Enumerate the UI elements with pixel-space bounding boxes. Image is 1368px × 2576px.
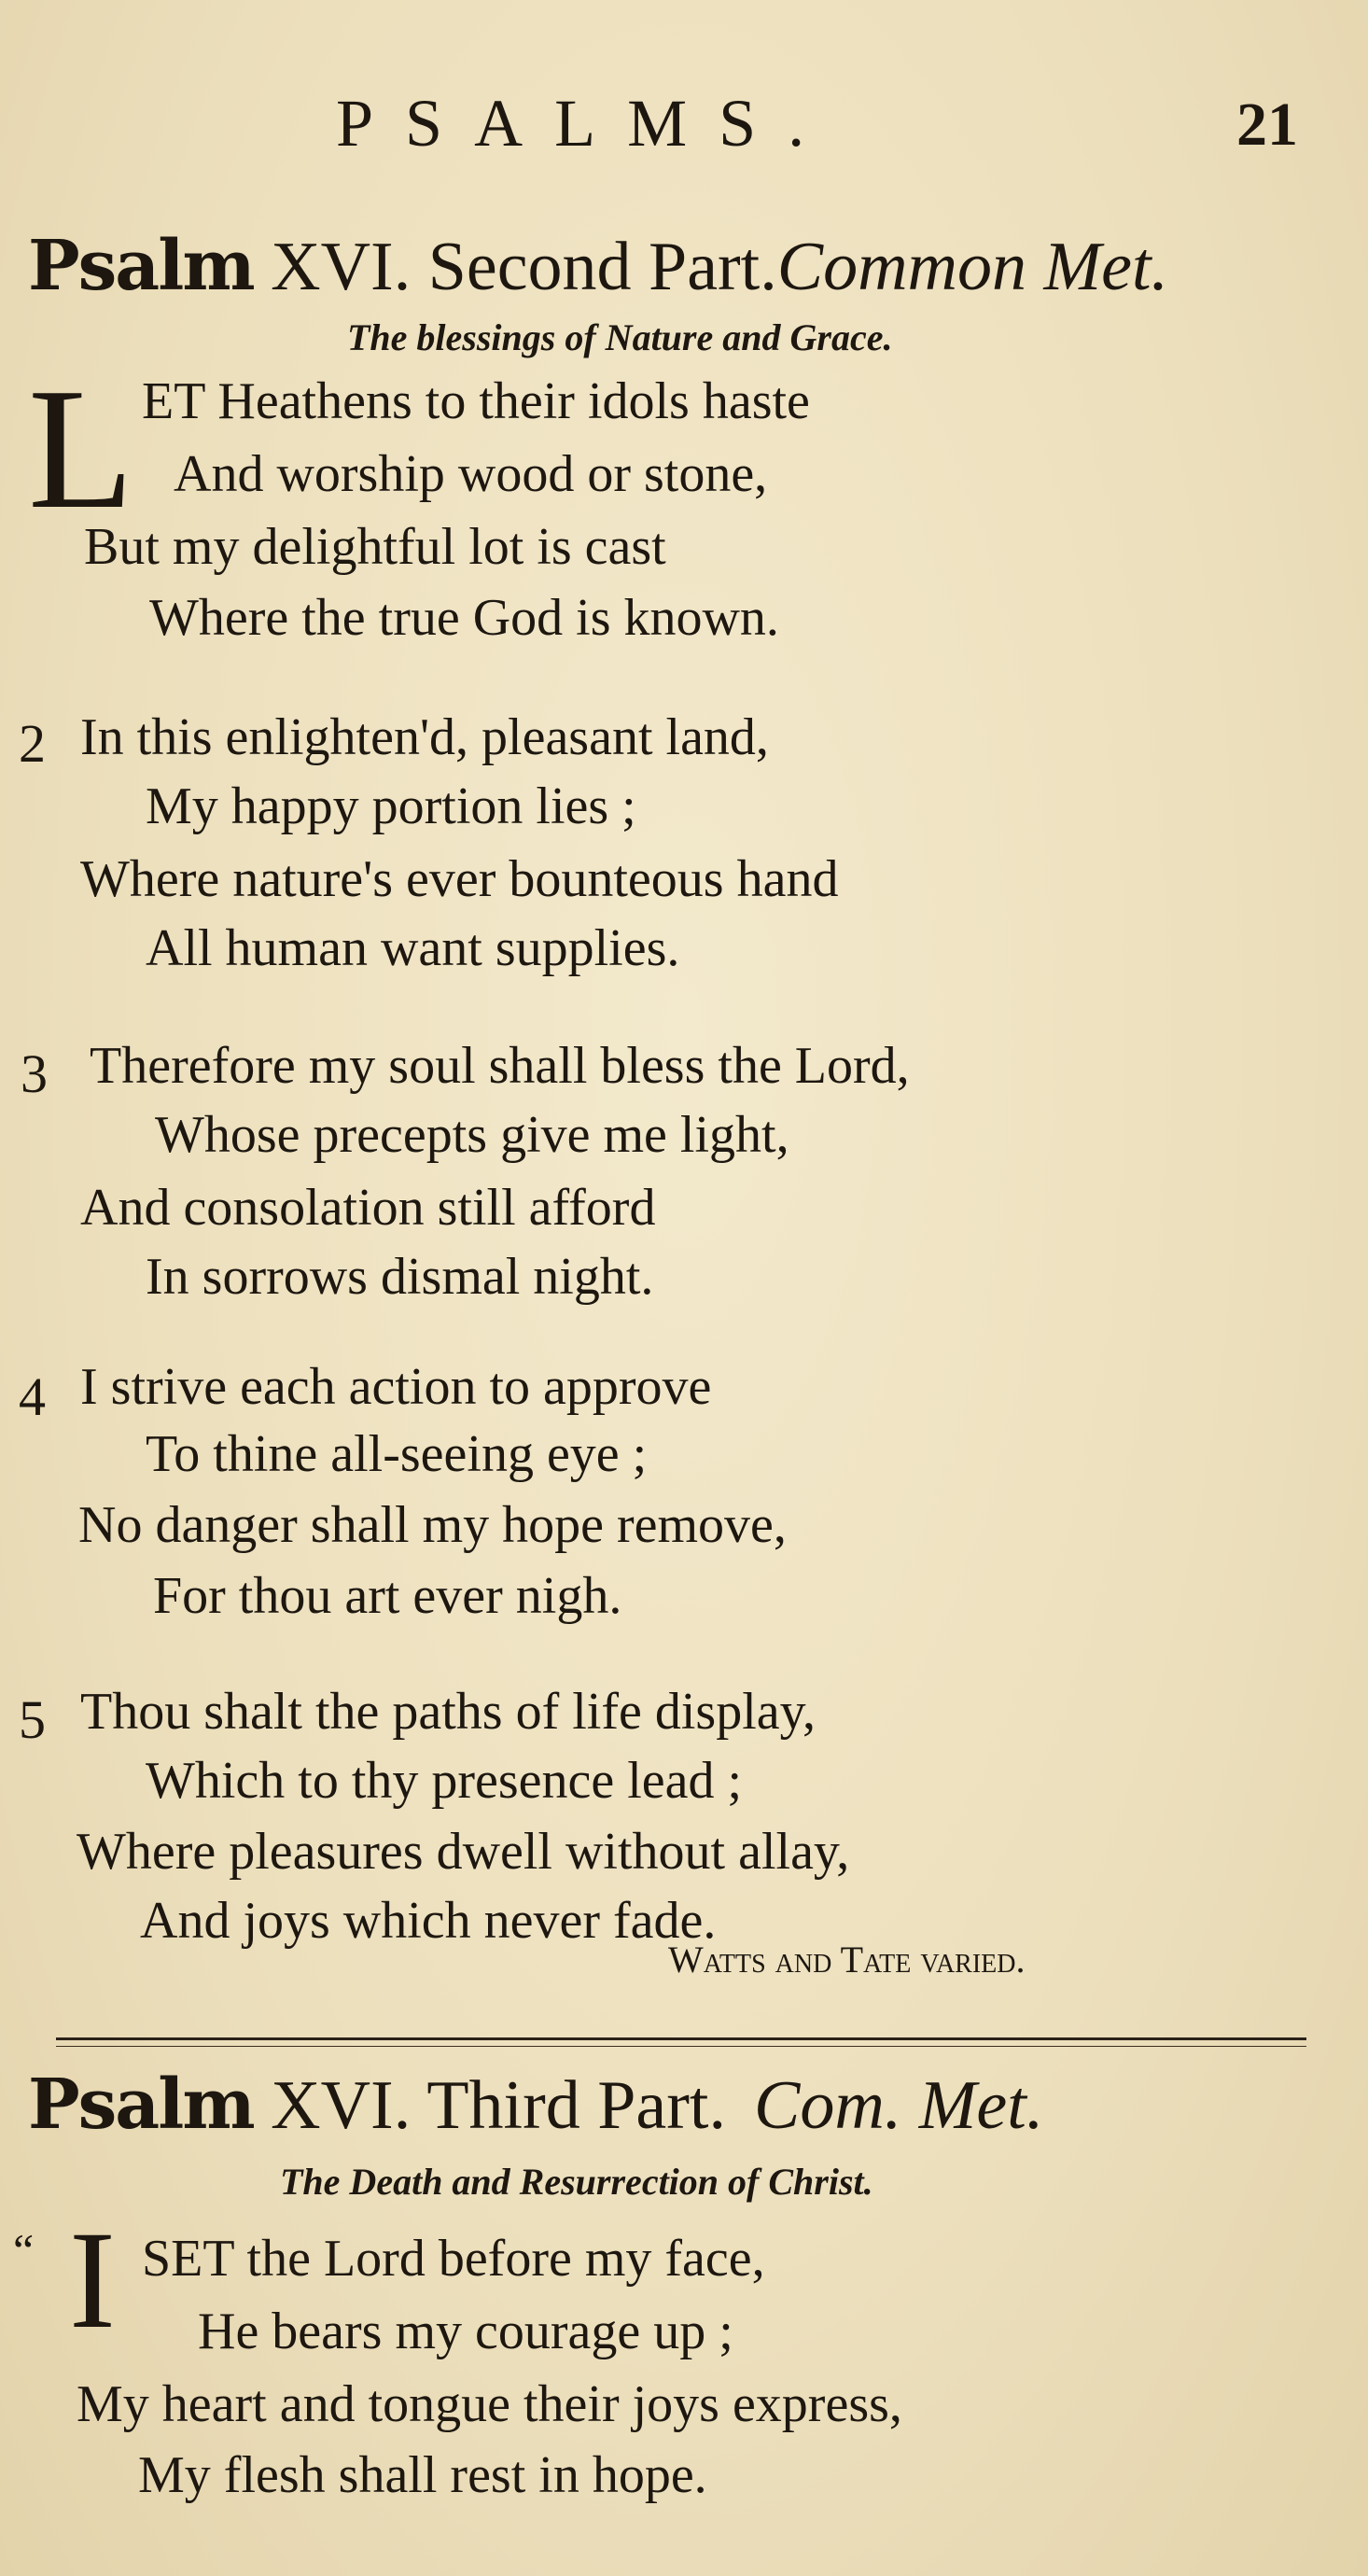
verse-line: My flesh shall rest in hope. [138, 2446, 707, 2504]
attribution: Watts and Tate varied. [668, 1939, 1026, 1981]
page-number: 21 [1236, 91, 1298, 159]
verse-line: Where nature's ever bounteous hand [80, 850, 839, 908]
verse-line: Where the true God is known. [149, 589, 779, 647]
verse-line: All human want supplies. [146, 919, 680, 977]
section-rule [56, 2037, 1306, 2040]
verse-line: Which to thy presence lead ; [146, 1752, 743, 1810]
verse-line: ET Heathens to their idols haste [142, 372, 810, 430]
psalm-subtitle: The blessings of Nature and Grace. [347, 316, 893, 358]
verse-line: But my delightful lot is cast [84, 518, 666, 576]
verse-line: And worship wood or stone, [174, 445, 768, 503]
verse-line: For thou art ever nigh. [153, 1567, 622, 1625]
psalm-word: Psalm [28, 2065, 254, 2145]
stanza-number: 3 [21, 1043, 48, 1104]
verse-line: In this enlighten'd, pleasant land, [80, 708, 769, 766]
psalm-word: Psalm [28, 226, 254, 306]
verse-line: SET the Lord before my face, [142, 2230, 765, 2288]
verse-line: My happy portion lies ; [146, 777, 636, 835]
running-title: PSALMS. [336, 86, 837, 161]
psalm-heading-third-part [28, 2065, 1353, 2145]
verse-line: Thou shalt the paths of life display, [80, 1683, 816, 1741]
psalm-subtitle: The Death and Resurrection of Christ. [280, 2161, 873, 2203]
verse-line: No danger shall my hope remove, [78, 1496, 787, 1554]
psalm-number: XVI. Third Part. [253, 2067, 726, 2144]
verse-line: He bears my courage up ; [198, 2303, 733, 2360]
verse-line: My heart and tongue their joys express, [77, 2375, 902, 2433]
verse-line: And consolation still afford [80, 1179, 656, 1237]
verse-line: Therefore my soul shall bless the Lord, [90, 1037, 910, 1095]
drop-cap: I [69, 2203, 116, 2358]
verse-line: And joys which never fade. [140, 1892, 717, 1950]
stanza-number: 4 [19, 1366, 46, 1427]
section-rule-thin [56, 2046, 1306, 2047]
verse-line: Whose precepts give me light, [155, 1106, 789, 1164]
verse-line: To thine all-seeing eye ; [146, 1425, 648, 1483]
quotation-mark: “ [13, 2224, 35, 2276]
verse-line: Where pleasures dwell without allay, [77, 1823, 850, 1881]
running-head [0, 86, 1368, 161]
psalm-number: XVI. Second Part. [253, 229, 777, 305]
psalm-meter: Common Met. [776, 229, 1169, 305]
psalm-heading-second-part [28, 226, 1353, 306]
stanza-number: 5 [19, 1689, 46, 1750]
psalm-meter: Com. Met. [753, 2067, 1044, 2144]
drop-cap: L [28, 353, 134, 545]
verse-line: In sorrows dismal night. [146, 1248, 654, 1306]
stanza-number: 2 [19, 713, 46, 774]
verse-line: I strive each action to approve [80, 1358, 712, 1416]
